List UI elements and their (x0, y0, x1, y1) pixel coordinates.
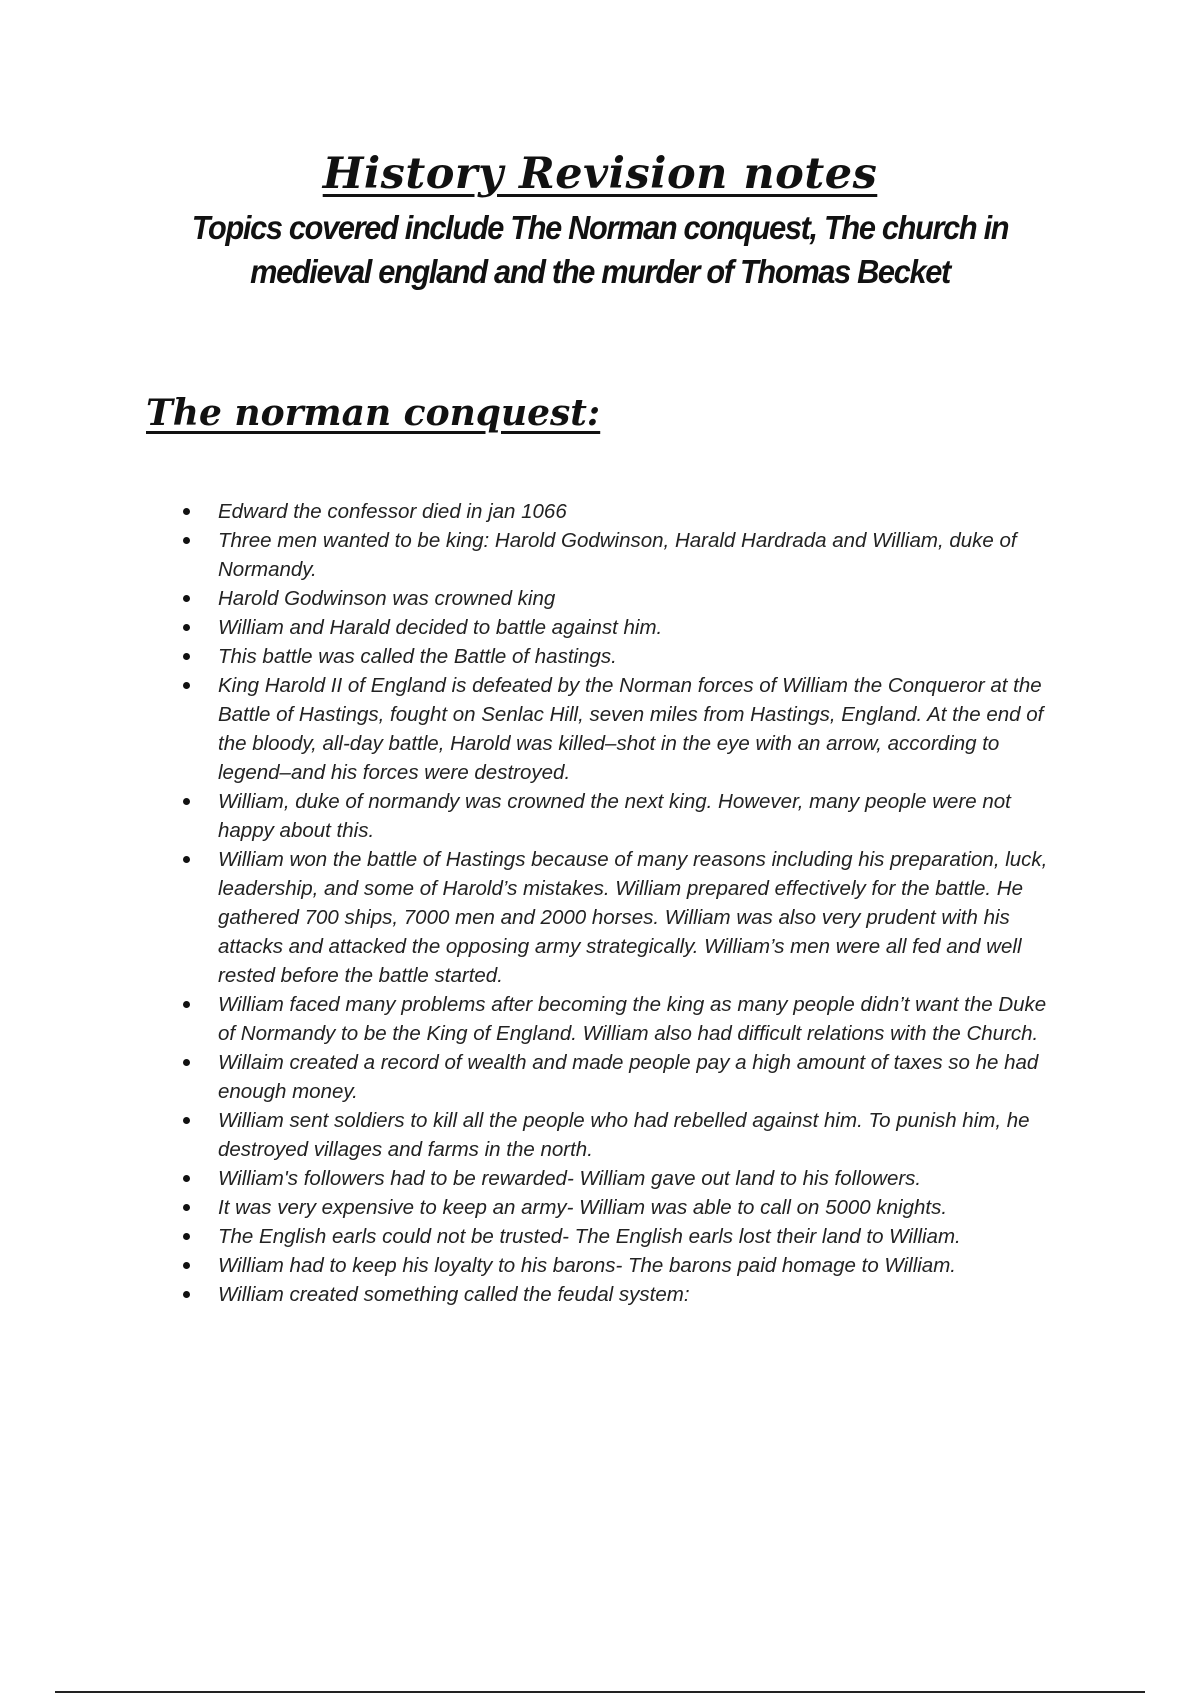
list-item-text: William had to keep his loyalty to his barons- The barons paid homage to William. (218, 1254, 956, 1277)
list-item (183, 671, 1063, 787)
bullet-icon (183, 1291, 190, 1298)
list-item-text: This battle was called the Battle of hastings. (218, 645, 617, 668)
list-item (183, 497, 1063, 526)
list-item-text: William and Harald decided to battle against him. (218, 616, 663, 639)
bullet-icon (183, 798, 190, 805)
list-item (183, 526, 1063, 584)
document-subtitle: Topics covered include The Norman conquest, The church in medieval england and the murder of Thomas Becket (191, 209, 1009, 290)
list-item (183, 787, 1063, 845)
list-item-text: William sent soldiers to kill all the people who had rebelled against him. To punish him, he destroyed villages and farms in the north. (218, 1109, 1030, 1161)
bullet-icon (183, 537, 190, 544)
list-item-text: William created something called the feudal system: (218, 1283, 690, 1306)
list-item-text: William, duke of normandy was crowned the next king. However, many people were not happy about this. (218, 790, 1011, 842)
list-item-text: The English earls could not be trusted- The English earls lost their land to William. (218, 1225, 961, 1248)
list-item (183, 1280, 1063, 1309)
list-item-text: Willaim created a record of wealth and made people pay a high amount of taxes so he had enough money. (218, 1051, 1039, 1103)
bullet-list (183, 497, 1063, 1309)
list-item (183, 845, 1063, 990)
bullet-icon (183, 1117, 190, 1124)
list-item (183, 1222, 1063, 1251)
bullet-icon (183, 1233, 190, 1240)
list-item-text: Edward the confessor died in jan 1066 (218, 500, 567, 523)
list-item (183, 1164, 1063, 1193)
list-item (183, 1048, 1063, 1106)
list-item-text: William won the battle of Hastings because of many reasons including his preparation, luck, leadership, and some of Harold’s mistakes. William prepared effectively for the battle. He gathered 700 ships, 7000 men and 2000 horses. William was also very prudent with his attacks and attacked the opposing army strategically. William’s men were all fed and well rested before the battle started. (218, 848, 1048, 987)
bullet-icon (183, 1175, 190, 1182)
bullet-icon (183, 595, 190, 602)
list-item-text: Harold Godwinson was crowned king (218, 587, 556, 610)
bullet-icon (183, 682, 190, 689)
bullet-icon (183, 1204, 190, 1211)
bullet-icon (183, 653, 190, 660)
bullet-icon (183, 624, 190, 631)
list-item-text: Three men wanted to be king: Harold Godwinson, Harald Hardrada and William, duke of Normandy. (218, 529, 1017, 581)
list-item (183, 613, 1063, 642)
footer-divider (55, 1691, 1145, 1693)
bullet-icon (183, 508, 190, 515)
list-item (183, 642, 1063, 671)
list-item-text: William's followers had to be rewarded- William gave out land to his followers. (218, 1167, 922, 1190)
list-item (183, 1106, 1063, 1164)
bullet-icon (183, 856, 190, 863)
list-item-text: William faced many problems after becoming the king as many people didn’t want the Duke of Normandy to be the King of England. William also had difficult relations with the Church. (218, 993, 1047, 1045)
document-title: History Revision notes (322, 149, 878, 199)
list-item (183, 1251, 1063, 1280)
list-item (183, 584, 1063, 613)
list-item (183, 1193, 1063, 1222)
section-heading: The norman conquest: (146, 392, 601, 434)
bullet-icon (183, 1059, 190, 1066)
bullet-icon (183, 1001, 190, 1008)
list-item-text: King Harold II of England is defeated by the Norman forces of William the Conqueror at the Battle of Hastings, fought on Senlac Hill, seven miles from Hastings, England. At the end of the bloody, all-day battle, Harold was killed–shot in the eye with an arrow, according to legend–and his forces were destroyed. (218, 674, 1044, 784)
list-item (183, 990, 1063, 1048)
list-item-text: It was very expensive to keep an army- William was able to call on 5000 knights. (218, 1196, 948, 1219)
bullet-icon (183, 1262, 190, 1269)
